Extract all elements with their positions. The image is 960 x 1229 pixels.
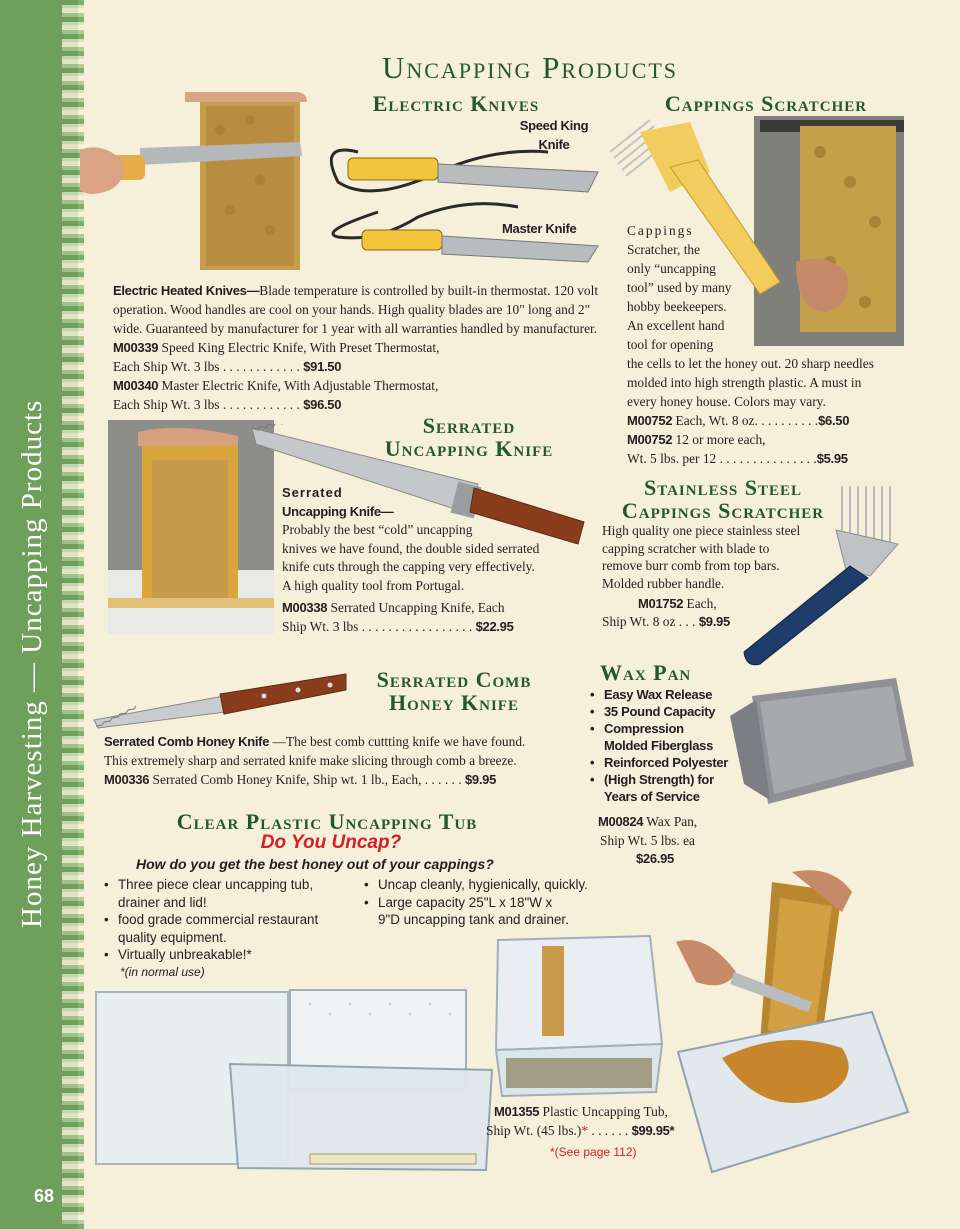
list-item: • Reinforced Polyester <box>590 754 750 771</box>
wax-pan-order: M00824 Wax Pan, Ship Wt. 5 lbs. ea $26.95 <box>598 814 698 866</box>
uncapping-tub-heading: Clear Plastic Uncapping Tub <box>176 809 478 834</box>
electric-knives-description: Electric Heated Knives—Blade temperature is controlled by built-in thermostat. 120 volt operation. Wood handles are cool on your hands. High quality blades are 10" long and 2" wide. Guaranteed by manufacturer for 1 year with all warranties handled by manufacturer. M00339 Speed King Electric Knife, With Preset Thermostat, Each Ship Wt. 3 lbs . . . . . . . . . . . . $91.50 M00340 Master Electric Knife, With Adjustable Thermostat, Each Ship Wt. 3 lbs . . . . . . . . . . . . $96.50 <box>113 283 599 412</box>
stainless-scratcher-description: High quality one piece stainless steel capping scratcher with blade to remove burr comb from top bars. Molded rubber handle. M01752 Each, Ship Wt. 8 oz . . . $9.95 <box>602 523 801 629</box>
list-item: • (High Strength) for Years of Service <box>590 771 750 805</box>
uncapping-tub-assembled-photo <box>492 932 666 1100</box>
electric-knives-heading: Electric Knives <box>372 91 540 116</box>
see-page-note: *(See page 112) <box>550 1145 637 1159</box>
list-item: • 35 Pound Capacity <box>590 703 750 720</box>
page-number: 68 <box>34 1186 55 1206</box>
tub-note: *(in normal use) <box>120 964 205 979</box>
tub-question: How do you get the best honey out of your cappings? <box>136 856 494 872</box>
cappings-scratcher-description: Cappings Scratcher, the only “uncapping tool” used by many hobby beekeepers. An excellent hand tool for opening the cells to let the honey out. 20 sharp needles molded into high strength plastic. A must in every honey house. Colors may vary. M00752 Each, Wt. 8 oz. . . . . . . . . .$6.50 M00752 12 or more each, Wt. 5 lbs. per 12 . . . . . . . . . . . . . . .$5.95 <box>627 223 874 466</box>
wax-pan-heading: Wax Pan <box>600 660 692 685</box>
serrated-knife-description: Serrated Uncapping Knife— Probably the best “cold” uncapping knives we have found, the double sided serrated knife cuts through the capping very effectively. A high quality tool from Portugal. M00338 Serrated Uncapping Knife, Each Ship Wt. 3 lbs . . . . . . . . . . . . . . . . . $22.95 <box>282 485 540 634</box>
cappings-scratcher-heading: Cappings Scratcher <box>664 91 868 116</box>
list-item: • Virtually unbreakable!* <box>104 946 344 964</box>
electric-knife-photo <box>80 90 312 270</box>
tub-subheading: Do You Uncap? <box>260 832 402 853</box>
comb-knife-heading: Serrated Comb Honey Knife <box>376 667 532 715</box>
uncapping-tub-parts-photo <box>90 984 498 1176</box>
stainless-scratcher-heading: Stainless Steel Cappings Scratcher <box>621 475 825 523</box>
tub-features-left <box>104 876 344 982</box>
list-item: • Three piece clear uncapping tub, drainer and lid! <box>104 876 344 911</box>
list-item: • Easy Wax Release <box>590 686 750 703</box>
comb-knife-description: Serrated Comb Honey Knife —The best comb cuttting knife we have found. This extremely sharp and serrated knife make slicing through comb a breeze. M00336 Serrated Comb Honey Knife, Ship wt. 1 lb., Each, . . . . . . $9.95 <box>104 734 526 787</box>
serrated-knife-heading: Serrated Uncapping Knife <box>384 413 554 461</box>
list-item: • food grade commercial restaurant quality equipment. <box>104 911 344 946</box>
comb-knife-illustration <box>92 668 348 732</box>
master-knife-label: Master Knife <box>502 221 577 236</box>
list-item: • Compression Molded Fiberglass <box>590 720 750 754</box>
tub-features-right <box>364 876 594 929</box>
wax-pan-photo <box>726 676 916 808</box>
uncapping-tub-order: M01355 Plastic Uncapping Tub, Ship Wt. (45 lbs.)* . . . . . . $99.95* <box>486 1104 675 1138</box>
list-item: • Large capacity 25"L x 18"W x 9"D uncapping tank and drainer. <box>364 894 594 929</box>
side-title: Honey Harvesting — Uncapping Products <box>16 399 48 928</box>
wax-pan-features <box>590 686 750 805</box>
speed-king-label: Speed King Knife <box>519 118 589 152</box>
list-item: • Uncap cleanly, hygienically, quickly. <box>364 876 594 894</box>
page-title: Uncapping Products <box>381 50 679 85</box>
